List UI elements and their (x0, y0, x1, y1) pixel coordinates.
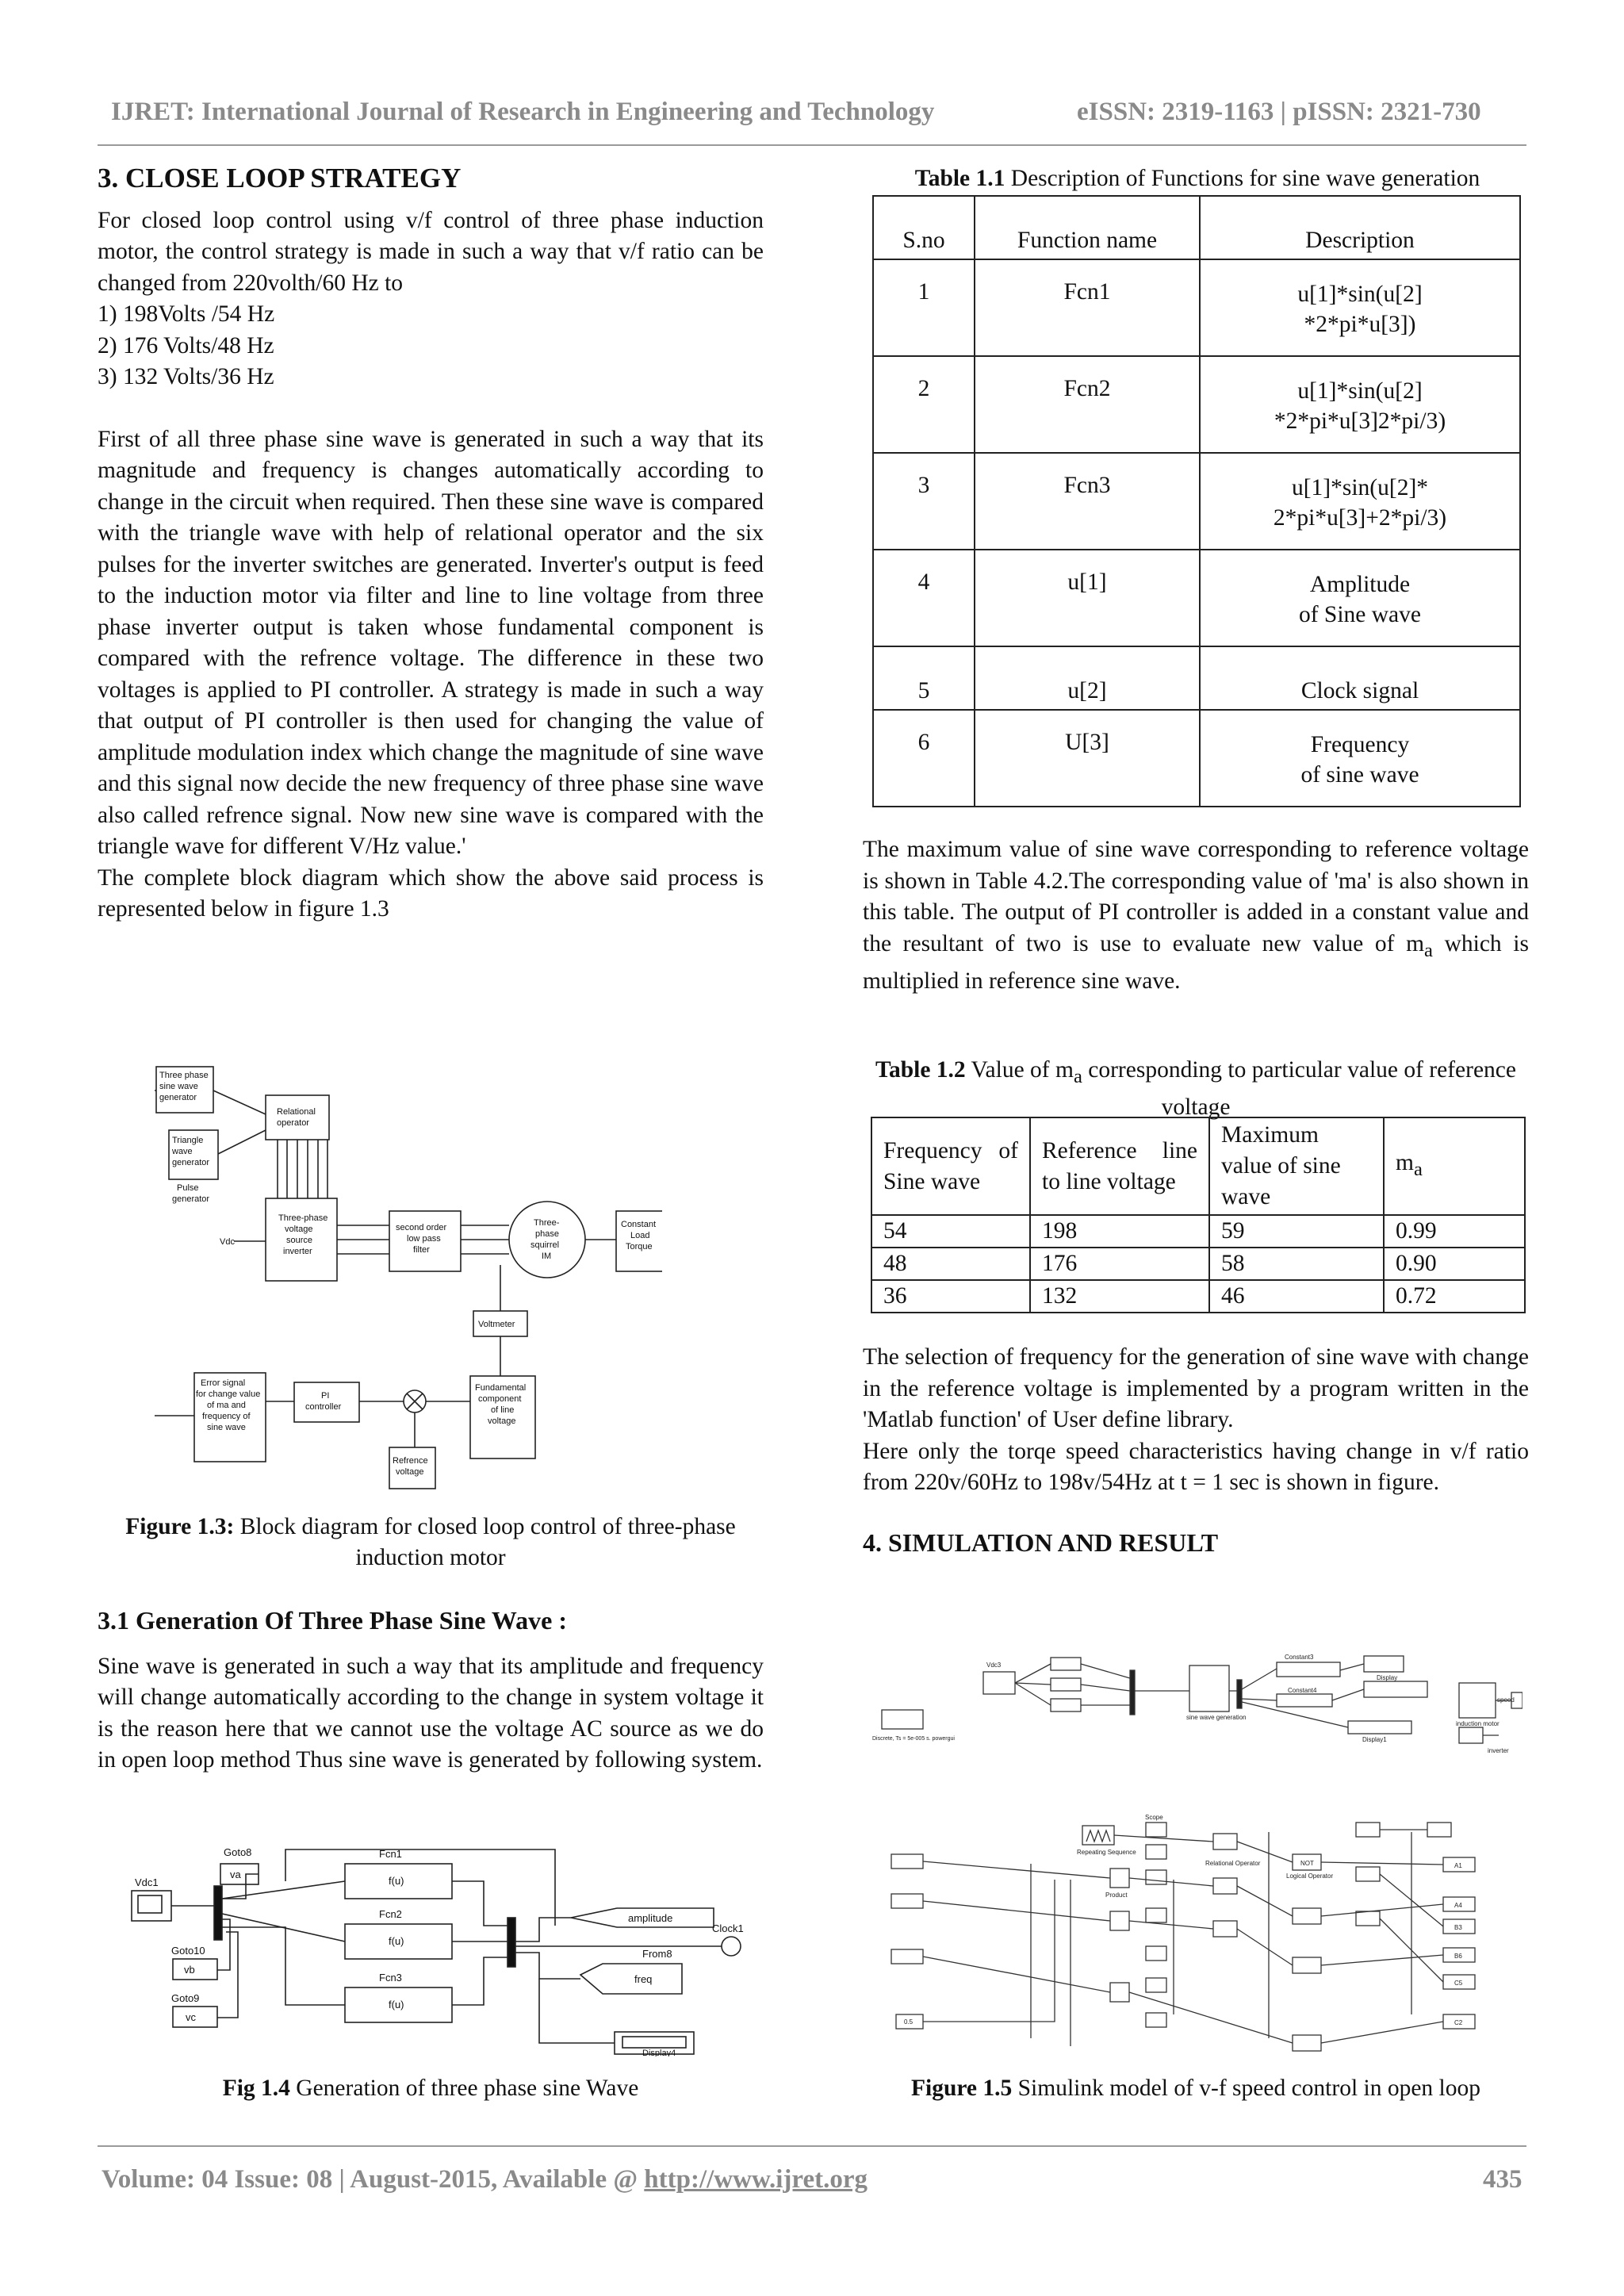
goto10-label: Goto10 (171, 1945, 205, 1957)
inverter-label-4: inverter (283, 1247, 312, 1256)
journal-title: IJRET: International Journal of Research in Engineering and Technology (111, 98, 935, 126)
error-label-3: of ma and (207, 1401, 246, 1410)
figure-1-3-caption (98, 1512, 764, 1573)
section-3-1-title: 3.1 Generation Of Three Phase Sine Wave : (98, 1606, 567, 1635)
cell-sno: 3 (873, 453, 975, 550)
figure-1-4-caption-label: Fig 1.4 (222, 2076, 290, 2101)
table-1-2-caption-b: corresponding to particular value of reference voltage (1082, 1057, 1516, 1120)
va-label: va (230, 1869, 241, 1880)
error-label-5: sine wave (207, 1423, 246, 1432)
powergui-label: Discrete, Ts = 5e-005 s. powergui (872, 1736, 955, 1742)
sine-gen-label: sine wave generation (1186, 1714, 1247, 1721)
fundamental-label-1: Fundamental (475, 1383, 527, 1393)
inverter-label-3: source (286, 1236, 313, 1245)
table-1-2-header-ref: Reference line to line voltage (1030, 1117, 1209, 1215)
cell-desc (1200, 550, 1520, 646)
desc-line-1: u[1]*sin(u[2]* (1291, 475, 1429, 500)
amplitude-label: amplitude (628, 1912, 673, 1924)
fundamental-label-3: of line (491, 1405, 515, 1415)
cell-desc: Clock signal (1200, 646, 1520, 710)
filter-label-1: second order (396, 1223, 447, 1232)
cell-ma: 0.90 (1384, 1248, 1525, 1280)
cell-desc (1200, 259, 1520, 356)
logical-label: Logical Operator (1286, 1872, 1334, 1880)
cell-sno: 2 (873, 356, 975, 453)
desc-line-2: of sine wave (1300, 762, 1419, 788)
cell-max: 58 (1209, 1248, 1384, 1280)
clock1-label: Clock1 (712, 1922, 744, 1934)
from8-label: From8 (642, 1948, 672, 1960)
ma-m: m (1396, 1150, 1414, 1176)
cell-ref: 132 (1030, 1280, 1209, 1313)
left-column-top (98, 163, 764, 926)
sine-gen-label-2: sine wave (159, 1082, 198, 1091)
load-label-3: Torque (626, 1242, 653, 1251)
product-label: Product (1105, 1892, 1128, 1899)
scope-label: Scope (1145, 1814, 1163, 1821)
cell-desc (1200, 356, 1520, 453)
fu3-label: f(u) (389, 1999, 404, 2010)
desc-line-1: Frequency (1310, 732, 1410, 757)
cell-freq: 48 (871, 1248, 1030, 1280)
cell-fn: u[1] (975, 550, 1200, 646)
motor-label-1: Three- (534, 1218, 560, 1228)
table-1-2-header-max: Maximum value of sine wave (1209, 1117, 1384, 1215)
c2-label: C2 (1454, 2019, 1463, 2026)
display-label: Display (1377, 1674, 1398, 1681)
table-1-2-caption-sub: a (1073, 1065, 1082, 1087)
fundamental-label-4: voltage (488, 1416, 516, 1426)
ratio-item-1: 1) 198Volts /54 Hz (98, 301, 275, 327)
cell-fn: Fcn3 (975, 453, 1200, 550)
footer-url-link[interactable]: http://www.ijret.org (644, 2165, 868, 2194)
not-label: NOT (1300, 1860, 1314, 1867)
load-label-2: Load (630, 1231, 650, 1240)
ratio-item-3: 3) 132 Volts/36 Hz (98, 364, 274, 389)
cell-sno: 4 (873, 550, 975, 646)
max-value-text-a: The maximum value of sine wave corresponding to reference voltage is shown in Table 4.2.The corresponding value of 'ma' is also shown in this table. The output of PI controller is added in a constant value and the resultant of two is use to evaluate new value of m (863, 837, 1529, 956)
filter-label-3: filter (413, 1245, 430, 1255)
cell-desc (1200, 453, 1520, 550)
table-row (873, 259, 1520, 356)
max-value-text-b: which is multiplied in reference sine wave. (863, 930, 1529, 994)
sine-generation-svg (127, 1838, 753, 2056)
table-1-2-header-row (871, 1117, 1525, 1215)
cell-max: 59 (1209, 1215, 1384, 1248)
triangle-label-1: Triangle (172, 1136, 204, 1145)
footer-volume-text: Volume: 04 Issue: 08 | August-2015, Available @ (102, 2165, 645, 2194)
cell-fn: Fcn2 (975, 356, 1200, 453)
sine-wave-paragraph: Sine wave is generated in such a way that its amplitude and frequency will change automatically according to the change in system voltage it is the reason here that we cannot use the voltage AC source as we do in open loop method Thus sine wave is generated by following system. (98, 1653, 764, 1773)
cell-ma: 0.72 (1384, 1280, 1525, 1313)
table-1-1-caption (860, 163, 1534, 194)
const05-label: 0.5 (904, 2018, 914, 2026)
desc-line-2: of Sine wave (1298, 602, 1421, 627)
desc-line-2: 2*pi*u[3]+2*pi/3) (1273, 505, 1447, 531)
c5-label: C5 (1454, 1980, 1463, 1987)
pi-label-2: controller (305, 1402, 342, 1412)
block-diagram-svg (155, 1059, 662, 1491)
pulse-label-1: Pulse (177, 1183, 199, 1193)
figure-1-5 (872, 1642, 1522, 2054)
cell-fn: Fcn1 (975, 259, 1200, 356)
strategy-paragraph: First of all three phase sine wave is generated in such a way that its magnitude and frequency is changes automatically according to change in the circuit when required. Then these sine wave is compared with the triangle wave with help of relational operator and the six pulses for the inverter switches are generated. Inverter's output is feed to the induction motor via filter and line to line voltage from three phase inverter output is taken whose fundamental component is compared with the refrence voltage. The difference in these two voltages is applied to PI controller. A strategy is made in such a way that output of PI controller is then used for changing the value of amplitude modulation index which change the magnitude of sine wave and this signal now decide the new frequency of three phase sine wave also called refrence signal. Now new sine wave is compared with the triangle wave for different V/Hz value.' (98, 426, 764, 859)
relational-label-1: Relational (277, 1107, 316, 1117)
filter-label-2: low pass (407, 1234, 441, 1244)
table-1-1-caption-label: Table 1.1 (914, 166, 1005, 191)
table-1-1-caption-text: Description of Functions for sine wave generation (1005, 166, 1480, 191)
inverter-label: inverter (1488, 1747, 1509, 1754)
motor-label-2: phase (535, 1229, 559, 1239)
cell-fn: U[3] (975, 710, 1200, 807)
section-4-title: 4. SIMULATION AND RESULT (863, 1527, 1219, 1557)
constant3-label: Constant3 (1285, 1654, 1314, 1661)
vdc-label: Vdc (220, 1237, 235, 1247)
cell-ref: 198 (1030, 1215, 1209, 1248)
induction-label: induction motor (1456, 1720, 1500, 1727)
b6-label: B6 (1454, 1953, 1462, 1960)
vb-label: vb (184, 1964, 195, 1976)
triangle-label-3: generator (172, 1158, 210, 1167)
table-row (873, 710, 1520, 807)
cell-freq: 36 (871, 1280, 1030, 1313)
table-row (871, 1215, 1525, 1248)
table-1-1-header-sno: S.no (873, 196, 975, 259)
intro-paragraph: For closed loop control using v/f control of three phase induction motor, the control strategy is made in such a way that v/f ratio can be changed from 220volth/60 Hz to (98, 207, 764, 296)
a4-label: A4 (1454, 1902, 1462, 1909)
cell-fn: u[2] (975, 646, 1200, 710)
pulse-label-2: generator (172, 1194, 210, 1204)
figure-1-3-caption-label: Figure 1.3: (125, 1514, 235, 1539)
triangle-label-2: wave (172, 1147, 193, 1156)
table-1-2-header-freq: Frequency of Sine wave (871, 1117, 1030, 1215)
error-label-2: for change value (196, 1389, 261, 1399)
table-1-2-header-ma (1384, 1117, 1525, 1215)
fu1-label: f(u) (389, 1875, 404, 1887)
figure-1-5-caption-text: Simulink model of v-f speed control in open loop (1012, 2076, 1481, 2101)
reference-label-1: Refrence (393, 1456, 428, 1466)
figure-1-5-caption (863, 2073, 1529, 2104)
desc-line-1: u[1]*sin(u[2] (1297, 378, 1423, 404)
cell-sno: 1 (873, 259, 975, 356)
repeating-label: Repeating Sequence (1077, 1849, 1136, 1856)
figure-1-4 (127, 1838, 753, 2056)
desc-line-2: *2*pi*u[3]) (1304, 312, 1416, 337)
goto8-label: Goto8 (224, 1846, 252, 1858)
figure-1-3-caption-text: Block diagram for closed loop control of three-phase induction motor (234, 1514, 736, 1570)
table-row (873, 550, 1520, 646)
footer-rule (98, 2145, 1526, 2147)
table-1-1-header-fn: Function name (975, 196, 1200, 259)
figure-1-5-caption-label: Figure 1.5 (910, 2076, 1013, 2101)
right-column-middle (863, 834, 1529, 997)
section-3-title: 3. CLOSE LOOP STRATEGY (98, 163, 462, 194)
ratio-item-2: 2) 176 Volts/48 Hz (98, 332, 274, 358)
table-1-2-caption (863, 1055, 1529, 1123)
left-column-bottom (98, 1605, 764, 1777)
motor-label-4: IM (542, 1251, 552, 1261)
voltmeter-label: Voltmeter (478, 1320, 515, 1329)
vdc1-label: Vdc1 (135, 1876, 159, 1888)
cell-ref: 176 (1030, 1248, 1209, 1280)
cell-freq: 54 (871, 1215, 1030, 1248)
desc-line-1: Amplitude (1309, 572, 1411, 597)
footer-volume (102, 2165, 868, 2194)
journal-issn: eISSN: 2319-1163 | pISSN: 2321-730 (1077, 98, 1481, 126)
motor-label-3: squirrel (530, 1240, 560, 1250)
cell-sno: 6 (873, 710, 975, 807)
cell-desc (1200, 710, 1520, 807)
cell-max: 46 (1209, 1280, 1384, 1313)
table-row (873, 453, 1520, 550)
b3-label: B3 (1454, 1924, 1462, 1931)
torque-paragraph: Here only the torqe speed characteristics having change in v/f ratio from 220v/60Hz to 198v/54Hz at t = 1 sec is shown in figure. (863, 1438, 1529, 1495)
desc-line-1: u[1]*sin(u[2] (1297, 282, 1423, 307)
table-row (871, 1280, 1525, 1313)
table-row (871, 1248, 1525, 1280)
simulink-model-svg (872, 1642, 1522, 2054)
relational-label-2: operator (277, 1118, 309, 1128)
goto9-label: Goto9 (171, 1992, 200, 2004)
relational-label: Relational Operator (1205, 1860, 1261, 1867)
constant4-label: Constant4 (1288, 1687, 1317, 1694)
table-1-1-header-row (873, 196, 1520, 259)
selection-paragraph: The selection of frequency for the generation of sine wave with change in the reference voltage is implemented by a program written in the 'Matlab function' of User define library. (863, 1344, 1529, 1432)
ma-sub: a (1413, 1158, 1423, 1180)
a1-label: A1 (1454, 1862, 1462, 1869)
block-diagram-paragraph: The complete block diagram which show the above said process is represented below in figure 1.3 (98, 864, 764, 922)
display4-label: Display4 (642, 2049, 676, 2056)
cell-ma: 0.99 (1384, 1215, 1525, 1248)
display1-label: Display1 (1362, 1736, 1387, 1743)
table-1-1 (872, 195, 1521, 807)
table-1-2-caption-label: Table 1.2 (875, 1057, 966, 1083)
figure-1-3 (155, 1059, 662, 1491)
error-label-1: Error signal (201, 1378, 246, 1388)
inverter-label-1: Three-phase (278, 1213, 328, 1223)
desc-line-2: *2*pi*u[3]2*pi/3) (1274, 408, 1446, 434)
load-label-1: Constant (621, 1220, 657, 1229)
reference-label-2: voltage (396, 1467, 424, 1477)
inverter-label-2: voltage (285, 1225, 313, 1234)
fu2-label: f(u) (389, 1935, 404, 1947)
freq-label: freq (634, 1973, 653, 1985)
fundamental-label-2: component (478, 1394, 522, 1404)
vdc3-label: Vdc3 (986, 1662, 1002, 1669)
table-1-1-header-desc: Description (1200, 196, 1520, 259)
sine-gen-label-3: generator (159, 1093, 197, 1102)
figure-1-4-caption-text: Generation of three phase sine Wave (289, 2076, 639, 2101)
cell-sno: 5 (873, 646, 975, 710)
table-row (873, 646, 1520, 710)
right-column-lower (863, 1342, 1529, 1558)
table-row (873, 356, 1520, 453)
fcn2-label: Fcn2 (379, 1908, 402, 1920)
pi-label-1: PI (321, 1391, 330, 1401)
speed-label: speed (1497, 1696, 1515, 1704)
vc-label: vc (186, 2011, 196, 2023)
fcn3-label: Fcn3 (379, 1972, 402, 1984)
max-value-paragraph (863, 834, 1529, 997)
table-1-2-caption-a: Value of m (965, 1057, 1074, 1083)
table-1-2 (871, 1117, 1526, 1313)
error-label-4: frequency of (202, 1412, 251, 1421)
max-value-sub: a (1424, 939, 1433, 961)
page-number: 435 (1483, 2165, 1522, 2194)
fcn1-label: Fcn1 (379, 1848, 402, 1860)
header-rule (98, 144, 1526, 146)
sine-gen-label-1: Three phase (159, 1071, 209, 1080)
figure-1-4-caption (98, 2073, 764, 2104)
